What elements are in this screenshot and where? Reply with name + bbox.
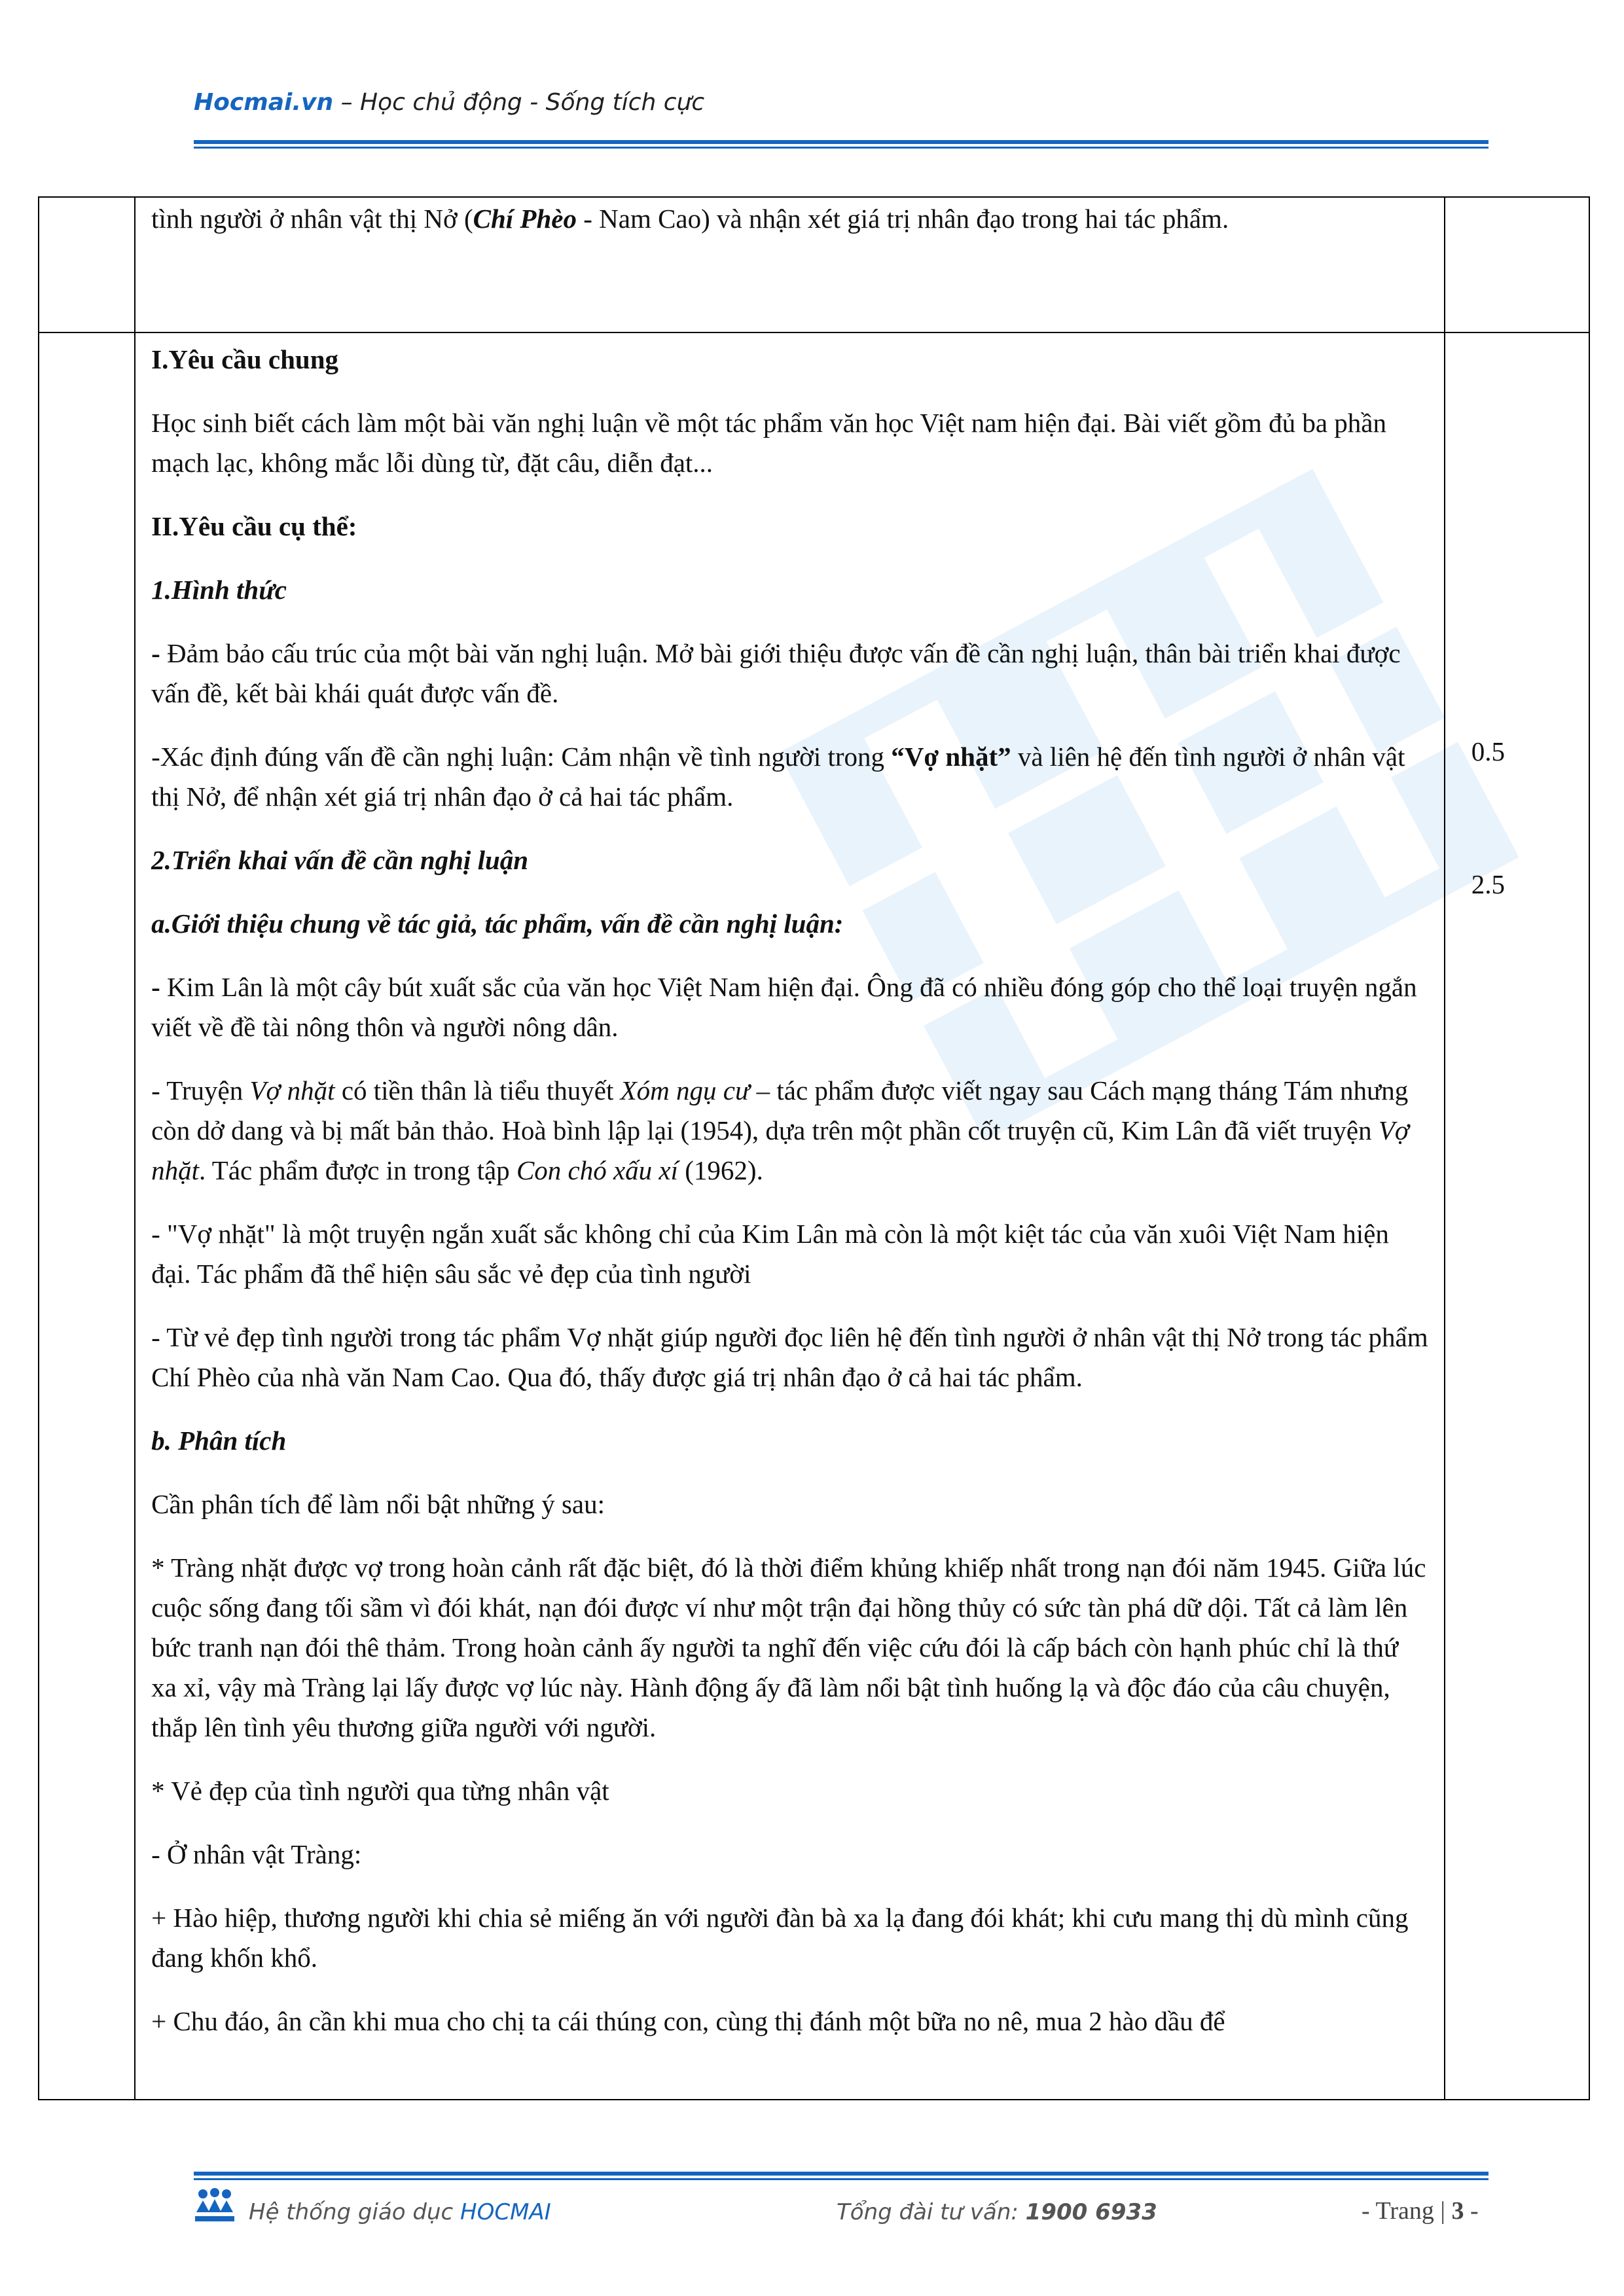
paragraph: Cần phân tích để làm nổi bật những ý sau: (151, 1489, 605, 1519)
table-row (39, 197, 1589, 332)
paragraph: -Xác định đúng vấn đề cần nghị luận: Cảm nhận về tình người trong “Vợ nhặt” và liên hệ đến tình người ở nhân vật thị Nở, để nhận xét giá trị nhân đạo ở cả hai tác phẩm. (151, 742, 1405, 812)
page-number: - Trang | 3 - (1362, 2197, 1479, 2225)
paragraph: * Vẻ đẹp của tình người qua từng nhân vật (151, 1776, 609, 1806)
footer-system: Hệ thống giáo dục HOCMAI (249, 2199, 551, 2225)
paragraph: + Chu đáo, ân cần khi mua cho chị ta cái thúng con, cùng thị đánh một bữa no nê, mua 2 hào dầu để (151, 2006, 1225, 2036)
table-cell-score (1445, 332, 1589, 2100)
paragraph: Học sinh biết cách làm một bài văn nghị luận về một tác phẩm văn học Việt nam hiện đại. Bài viết gồm đủ ba phần mạch lạc, không mắc lỗi dùng từ, đặt câu, diễn đạt... (151, 408, 1386, 478)
header-brand: Hocmai.vn (194, 89, 334, 116)
table-cell-index (39, 197, 135, 332)
subsection-heading: 2.Triển khai vấn đề cần nghị luận (151, 845, 529, 875)
section-heading: I.Yêu cầu chung (151, 344, 339, 374)
table-cell-index (39, 332, 135, 2100)
footer-brand: HOCMAI (460, 2199, 551, 2225)
hotline-number: 1900 6933 (1025, 2199, 1157, 2225)
paragraph: - Từ vẻ đẹp tình người trong tác phẩm Vợ nhặt giúp người đọc liên hệ đến tình người ở nhân vật thị Nở trong tác phẩm Chí Phèo của nhà văn Nam Cao. Qua đó, thấy được giá trị nhân đạo ở cả hai tác phẩm. (151, 1322, 1428, 1392)
table-cell-content (135, 197, 1445, 332)
top-row-text-1: tình người ở nhân vật thị Nở ( (151, 204, 473, 234)
table-row (39, 332, 1589, 2100)
footer-rule-thin (194, 2178, 1489, 2180)
paragraph: * Tràng nhặt được vợ trong hoàn cảnh rất đặc biệt, đó là thời điểm khủng khiếp nhất trong nạn đói năm 1945. Giữa lúc cuộc sống đang tối sầm vì đói khát, nạn đói được ví như một trận đại hồng thủy có sức tàn phá dữ dội. Tất cả làm lên bức tranh nạn đói thê thảm. Trong hoàn cảnh ấy người ta nghĩ đến việc cứu đói là cấp bách còn hạnh phúc chỉ là thứ xa xỉ, vậy mà Tràng lại lấy được vợ lúc này. Hành động ấy đã làm nổi bật tình huống lạ và độc đáo của câu chuyện, thắp lên tình yêu thương giữa người với người. (151, 1552, 1426, 1742)
paragraph: - Truyện Vợ nhặt có tiền thân là tiểu thuyết Xóm ngụ cư – tác phẩm được viết ngay sau Cách mạng tháng Tám nhưng còn dở dang và bị mất bản thảo. Hoà bình lập lại (1954), dựa trên một phần cốt truyện cũ, Kim Lân đã viết truyện Vợ nhặt. Tác phẩm được in trong tập Con chó xấu xí (1962). (151, 1075, 1409, 1185)
top-row-title: Chí Phèo (473, 204, 577, 234)
header-rule-thin (194, 147, 1489, 149)
subsection-heading: b. Phân tích (151, 1426, 287, 1456)
footer-rule (194, 2172, 1489, 2176)
top-row-text-2: - Nam Cao) và nhận xét giá trị nhân đạo trong hai tác phẩm. (576, 204, 1229, 234)
footer-hotline: Tổng đài tư vấn: 1900 6933 (837, 2199, 1157, 2225)
paragraph: - Kim Lân là một cây bút xuất sắc của văn học Việt Nam hiện đại. Ông đã có nhiều đóng góp cho thể loại truyện ngắn viết về đề tài nông thôn và người nông dân. (151, 972, 1417, 1042)
header-tagline: – Học chủ động - Sống tích cực (333, 89, 705, 116)
score-value: 2.5 (1471, 869, 1506, 899)
answer-table (38, 196, 1590, 2100)
section-heading: II.Yêu cầu cụ thể: (151, 511, 357, 541)
table-cell-score (1445, 197, 1589, 332)
score-value: 0.5 (1471, 736, 1506, 766)
paragraph: - Đảm bảo cấu trúc của một bài văn nghị luận. Mở bài giới thiệu được vấn đề cần nghị luận, thân bài triển khai được vấn đề, kết bài khái quát được vấn đề. (151, 638, 1401, 708)
paragraph: + Hào hiệp, thương người khi chia sẻ miếng ăn với người đàn bà xa lạ đang đói khát; khi cưu mang thị dù mình cũng đang khốn khổ. (151, 1903, 1409, 1973)
paragraph: - "Vợ nhặt" là một truyện ngắn xuất sắc không chỉ của Kim Lân mà còn là một kiệt tác của văn xuôi Việt Nam hiện đại. Tác phẩm đã thể hiện sâu sắc vẻ đẹp của tình người (151, 1219, 1389, 1289)
table-cell-content (135, 332, 1445, 2100)
subsection-heading: a.Giới thiệu chung về tác giả, tác phẩm, vấn đề cần nghị luận: (151, 908, 844, 939)
subsection-heading: 1.Hình thức (151, 575, 287, 605)
page-header (194, 89, 704, 116)
hocmai-logo-icon (194, 2186, 236, 2225)
header-rule (194, 140, 1489, 144)
paragraph: - Ở nhân vật Tràng: (151, 1839, 362, 1869)
